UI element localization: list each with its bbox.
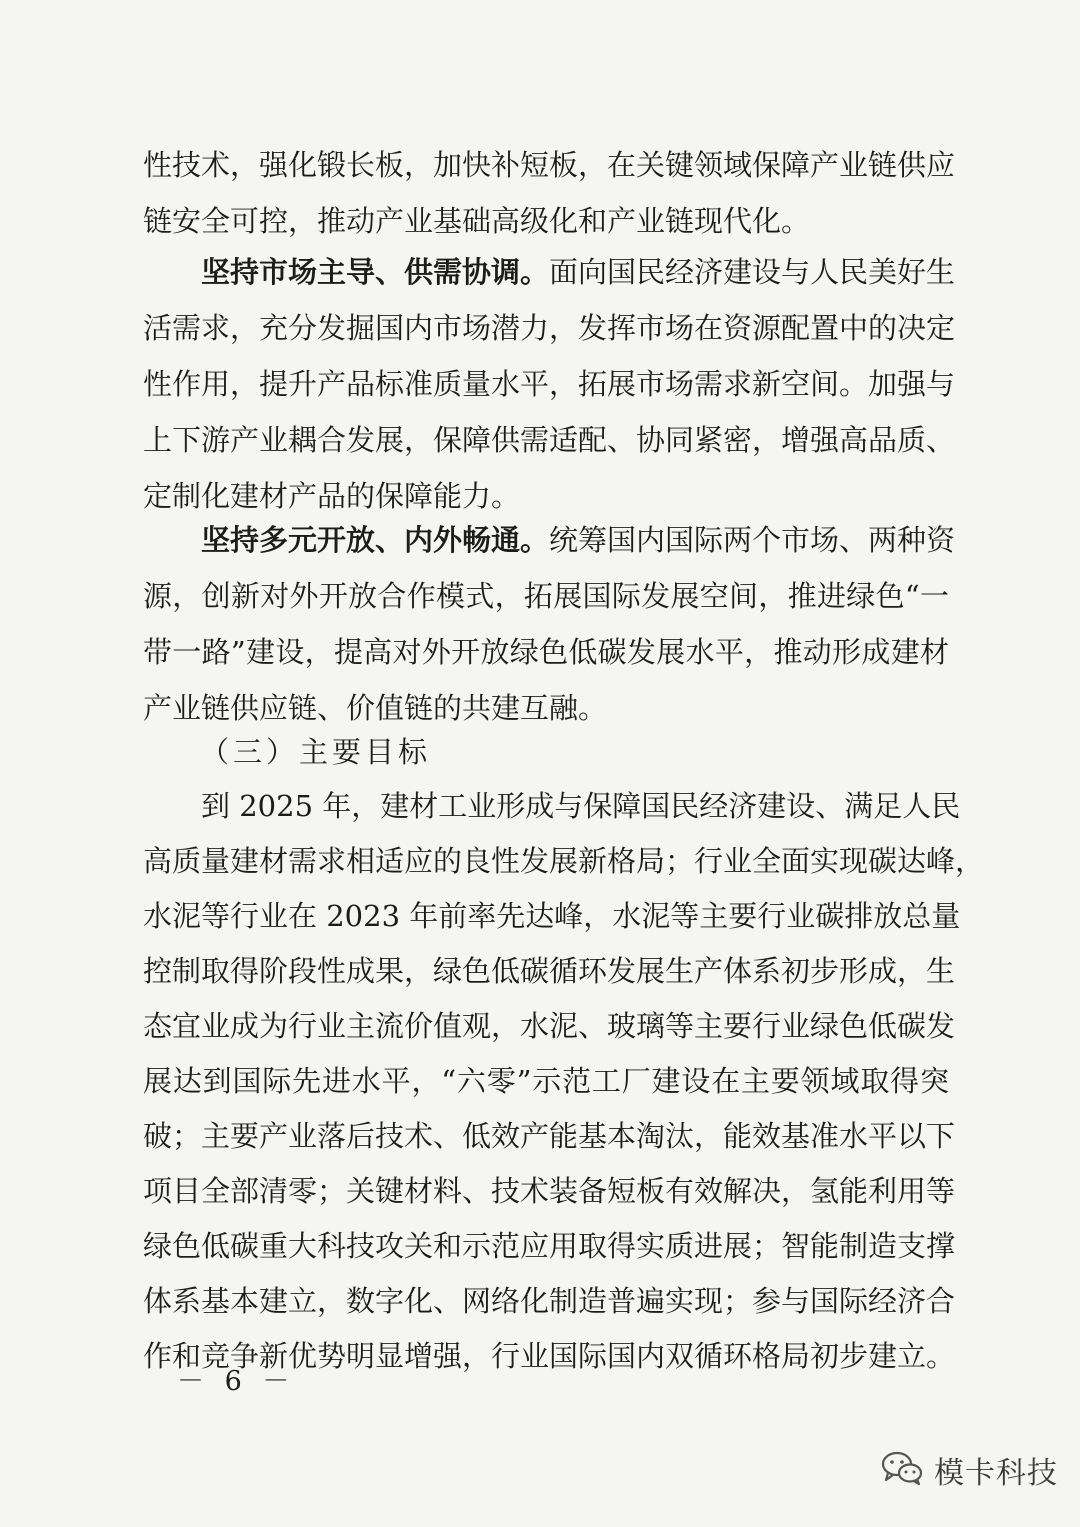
- paragraph-first-line: [201, 244, 956, 300]
- paragraph-line: 上下游产业耦合发展，保障供需适配、协同紧密，增强高品质、: [143, 423, 956, 457]
- paragraph-line: 项目全部清零；关键材料、技术装备短板有效解决，氢能利用等: [143, 1174, 956, 1208]
- paragraph-line: 性作用，提升产品标准质量水平，拓展市场需求新空间。加强与: [143, 367, 956, 401]
- paragraph-text: 统筹国内国际两个市场、两种资: [549, 523, 956, 557]
- paragraph-text: 面向国民经济建设与人民美好生: [549, 255, 956, 289]
- paragraph-line: 破；主要产业落后技术、低效产能基本淘汰，能效基准水平以下: [143, 1119, 956, 1153]
- paragraph-line: 态宜业成为行业主流价值观，水泥、玻璃等主要行业绿色低碳发: [143, 1009, 956, 1043]
- paragraph-line: 链安全可控，推动产业基础高级化和产业链现代化。: [143, 204, 811, 238]
- paragraph-line: 水泥等行业在 2023 年前率先达峰，水泥等主要行业碳排放总量: [143, 899, 961, 933]
- paragraph-line: 体系基本建立，数字化、网络化制造普遍实现；参与国际经济合: [143, 1284, 956, 1318]
- paragraph-line: 展达到国际先进水平，“六零”示范工厂建设在主要领域取得突: [143, 1064, 949, 1098]
- paragraph-line: 作和竞争新优势明显增强，行业国际国内双循环格局初步建立。: [143, 1339, 956, 1373]
- paragraph-first-line: 到 2025 年，建材工业形成与保障国民经济建设、满足人民: [201, 789, 961, 823]
- paragraph-line: 绿色低碳重大科技攻关和示范应用取得实质进展；智能制造支撑: [143, 1229, 956, 1263]
- paragraph-line: 性技术，强化锻长板，加快补短板，在关键领域保障产业链供应: [143, 148, 956, 182]
- paragraph-line: 活需求，充分发掘国内市场潜力，发挥市场在资源配置中的决定: [143, 311, 956, 345]
- page-number: － 6 －: [177, 1366, 296, 1397]
- watermark: [880, 1440, 1058, 1500]
- paragraph-line: 带一路”建设，提高对外开放绿色低碳发展水平，推动形成建材: [143, 635, 949, 669]
- section-heading: （三）主要目标: [200, 735, 432, 769]
- paragraph-line: 高质量建材需求相适应的良性发展新格局；行业全面实现碳达峰，: [143, 844, 985, 878]
- bold-lead: 坚持多元开放、内外畅通。: [201, 523, 550, 557]
- paragraph-line: 控制取得阶段性成果，绿色低碳循环发展生产体系初步形成，生: [143, 954, 956, 988]
- paragraph-line: 产业链供应链、价值链的共建互融。: [143, 691, 608, 725]
- paragraph-line: 定制化建材产品的保障能力。: [143, 479, 521, 513]
- paragraph-line: 源，创新对外开放合作模式，拓展国际发展空间，推进绿色“一: [143, 579, 949, 613]
- wechat-icon: [880, 1449, 924, 1491]
- bold-lead: 坚持市场主导、供需协调。: [201, 255, 550, 289]
- watermark-text: 模卡科技: [934, 1456, 1058, 1491]
- paragraph-first-line: [201, 512, 956, 568]
